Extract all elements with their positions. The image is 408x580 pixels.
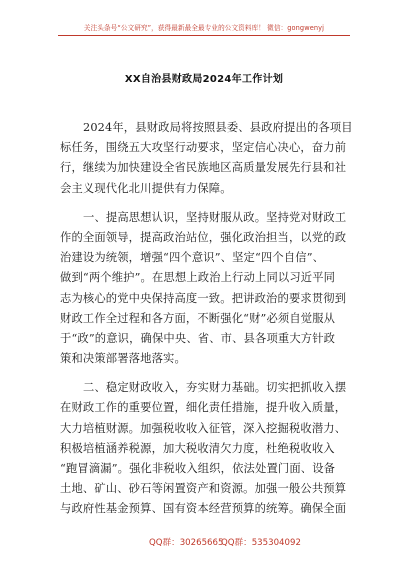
- text-line: 与政府性基金预算、国有资本经营预算的统筹。确保全面: [60, 502, 347, 516]
- text-line: 行，继续为加快建设全省民族地区高质量发展先行县和社: [60, 161, 347, 175]
- qq-group-1: QQ群：30265665: [149, 538, 224, 548]
- text-line: “跑冒滴漏”。强化非税收入组织，依法处置门面、设备: [60, 462, 336, 475]
- text-line: 会主义现代化北川提供有力保障。: [60, 181, 232, 195]
- text-line: 在财政工作的重要位置，细化责任措施，提升收入质量，: [60, 401, 347, 415]
- header-divider: [58, 35, 350, 36]
- text-line: 2024年，县财政局将按照县委、县政府提出的各项目: [83, 121, 353, 134]
- text-line: 治建设为统领，增强“四个意识”、坚定“四个自信”、: [60, 251, 325, 265]
- text-line: 一、提高思想认识，坚持财服从政。坚持党对财政工: [83, 210, 347, 224]
- qq-group-2: QQ群：535304092: [221, 538, 301, 548]
- paragraph-section-1: [60, 208, 352, 370]
- text-line: 于“政”的意识，确保中央、省、市、县各项重大方针政: [60, 331, 336, 345]
- paragraph-section-2: [60, 378, 352, 519]
- text-line: 大力培植财源。加强税收收入征管，深入挖掘税收潜力、: [60, 421, 347, 435]
- header-banner: 关注头条号“公文研究”，获得最新最全最专业的公文资料库！ 微信：gongwenyj: [83, 24, 325, 32]
- text-line: 积极培植涵养税源，加大税收清欠力度，杜绝税收收入: [60, 441, 335, 455]
- text-line: 作的全面领导，提高政治站位，强化政治担当，以党的政: [60, 230, 347, 244]
- text-line: 标任务，围绕五大攻坚行动要求，坚定信心决心，奋力前: [60, 141, 347, 155]
- document-title: XX自治县财政局2024年工作计划: [124, 74, 284, 85]
- text-line: 二、稳定财政收入，夯实财力基础。切实把抓收入摆: [83, 381, 347, 395]
- text-line: 志为核心的党中央保持高度一致。把讲政治的要求贯彻到: [60, 291, 347, 305]
- text-line: 财政工作全过程和各方面，不断强化“财”必须自觉服从: [60, 311, 336, 325]
- text-line: 策和决策部署落地落实。: [60, 352, 186, 366]
- document-body: [60, 118, 352, 520]
- paragraph-intro: [60, 118, 352, 199]
- text-line: 土地、矿山、砂石等闲置资产和资源。加强一般公共预算: [60, 482, 347, 496]
- text-line: 做到“两个维护”。在思想上政治上行动上同以习近平同: [60, 271, 336, 285]
